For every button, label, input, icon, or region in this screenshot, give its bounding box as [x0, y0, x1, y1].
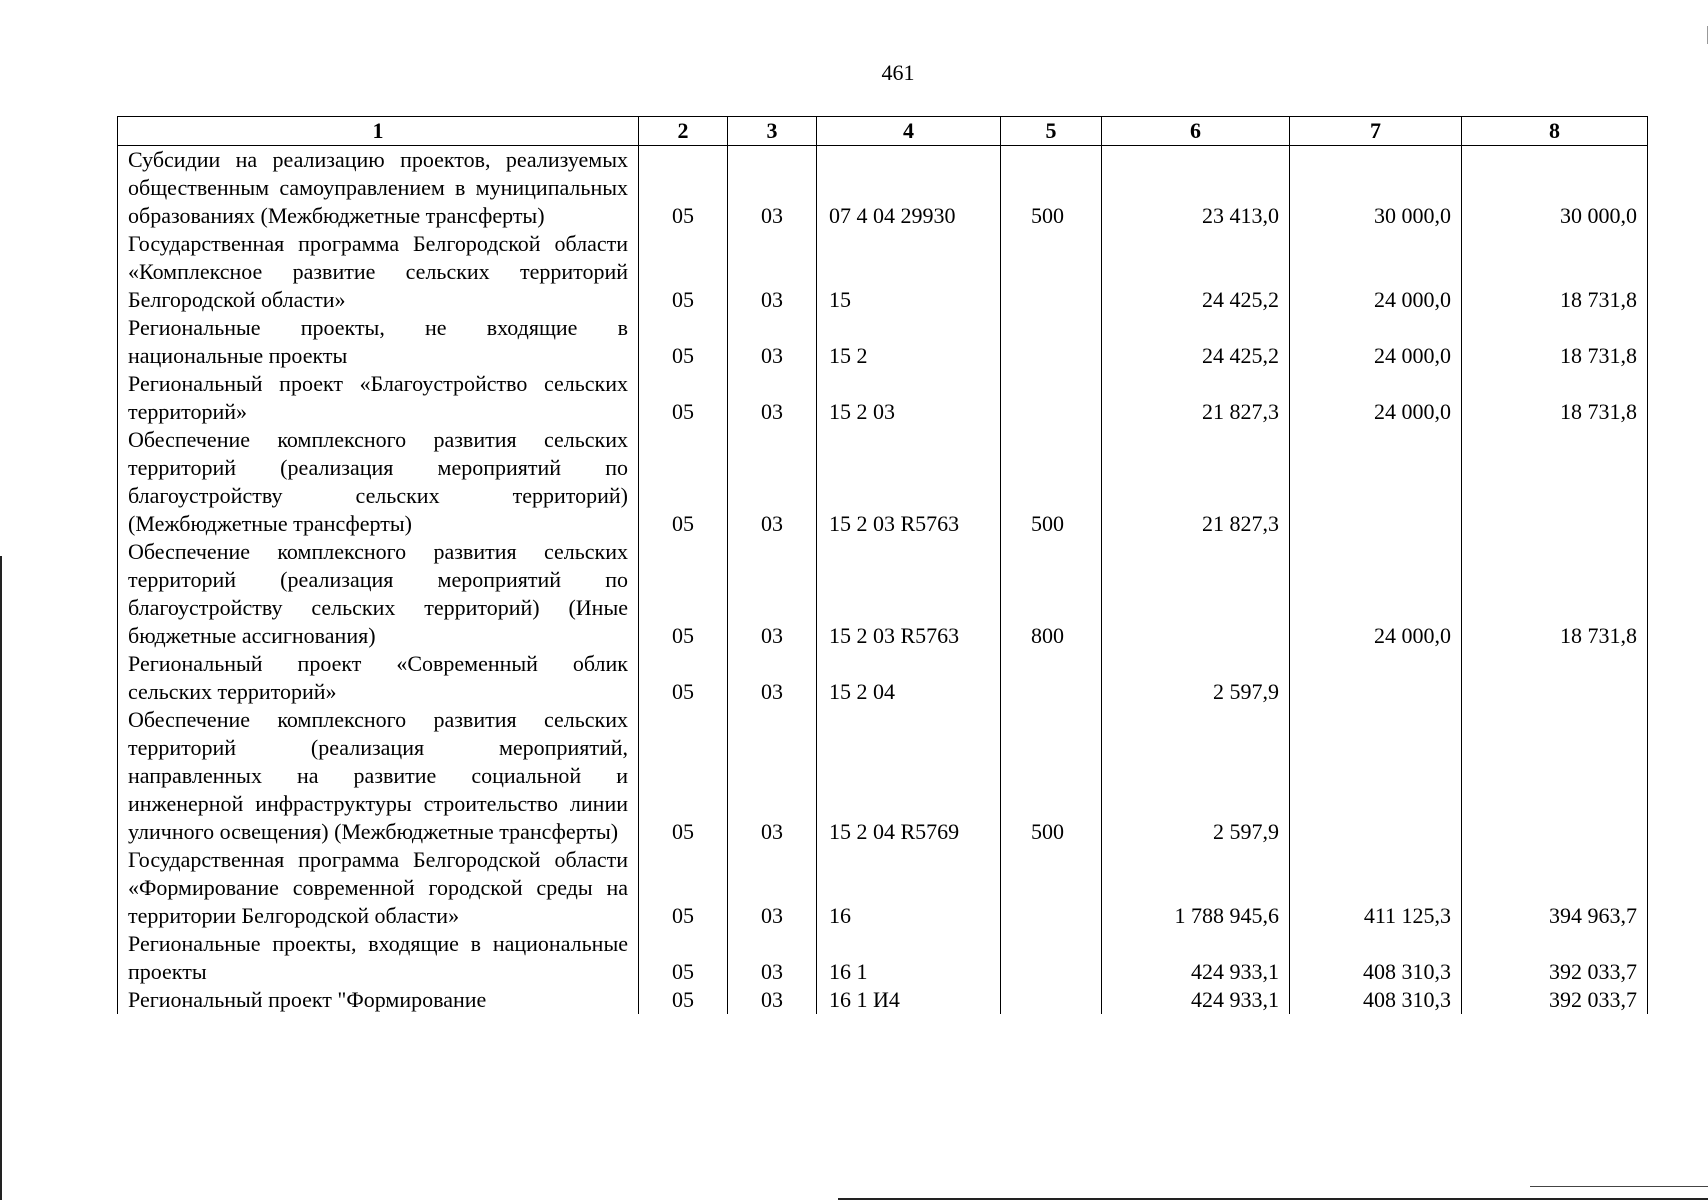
section-code: 05: [639, 370, 728, 426]
table-row: [118, 538, 1648, 650]
amount-col7: [1290, 706, 1462, 846]
table-row: [118, 314, 1648, 370]
expense-type-code: 800: [1001, 538, 1102, 650]
subsection-code: 03: [728, 230, 817, 314]
target-article-code: 15 2 04: [817, 650, 1001, 706]
amount-col8: 18 731,8: [1462, 370, 1648, 426]
amount-col7: 24 000,0: [1290, 230, 1462, 314]
scan-edge-line: [838, 1198, 1708, 1200]
subsection-code: 03: [728, 650, 817, 706]
amount-col6: 23 413,0: [1102, 146, 1290, 231]
amount-col7: [1290, 426, 1462, 538]
scan-edge-line: [0, 556, 2, 1200]
column-header: 6: [1102, 117, 1290, 146]
amount-col8: [1462, 426, 1648, 538]
section-code: 05: [639, 650, 728, 706]
amount-col8: 30 000,0: [1462, 146, 1648, 231]
amount-col7: 408 310,3: [1290, 986, 1462, 1014]
target-article-code: 07 4 04 29930: [817, 146, 1001, 231]
row-name: Региональные проекты, входящие в национальные проекты: [118, 930, 639, 986]
subsection-code: 03: [728, 538, 817, 650]
amount-col8: 18 731,8: [1462, 538, 1648, 650]
row-name: Обеспечение комплексного развития сельских территорий (реализация мероприятий по благоустройству сельских территорий) (Межбюджетные трансферты): [118, 426, 639, 538]
target-article-code: 15 2 03 R5763: [817, 538, 1001, 650]
amount-col7: 408 310,3: [1290, 930, 1462, 986]
subsection-code: 03: [728, 986, 817, 1014]
amount-col8: [1462, 650, 1648, 706]
amount-col6: 2 597,9: [1102, 706, 1290, 846]
section-code: 05: [639, 986, 728, 1014]
target-article-code: 16 1: [817, 930, 1001, 986]
table-row: [118, 706, 1648, 846]
column-header: 5: [1001, 117, 1102, 146]
amount-col7: [1290, 650, 1462, 706]
scan-edge-line: [1530, 1186, 1708, 1187]
amount-col6: 1 788 945,6: [1102, 846, 1290, 930]
page-number: 461: [881, 60, 915, 85]
amount-col8: 18 731,8: [1462, 314, 1648, 370]
row-name: Государственная программа Белгородской области «Формирование современной городской среды на территории Белгородской области»: [118, 846, 639, 930]
row-name: Региональный проект "Формирование: [118, 986, 639, 1014]
target-article-code: 15 2 04 R5769: [817, 706, 1001, 846]
target-article-code: 15 2: [817, 314, 1001, 370]
amount-col8: 392 033,7: [1462, 986, 1648, 1014]
row-name: Субсидии на реализацию проектов, реализуемых общественным самоуправлением в муниципальных образованиях (Межбюджетные трансферты): [118, 146, 639, 231]
table-row: [118, 986, 1648, 1014]
subsection-code: 03: [728, 146, 817, 231]
expense-type-code: 500: [1001, 426, 1102, 538]
target-article-code: 15 2 03 R5763: [817, 426, 1001, 538]
expense-type-code: [1001, 846, 1102, 930]
expense-type-code: [1001, 314, 1102, 370]
table-row: [118, 230, 1648, 314]
table-row: [118, 370, 1648, 426]
subsection-code: 03: [728, 370, 817, 426]
row-name: Обеспечение комплексного развития сельских территорий (реализация мероприятий по благоустройству сельских территорий) (Иные бюджетные ассигнования): [118, 538, 639, 650]
amount-col6: 424 933,1: [1102, 986, 1290, 1014]
row-name: Региональный проект «Современный облик сельских территорий»: [118, 650, 639, 706]
amount-col8: 18 731,8: [1462, 230, 1648, 314]
amount-col6: 24 425,2: [1102, 314, 1290, 370]
expense-type-code: [1001, 230, 1102, 314]
table-row: [118, 426, 1648, 538]
subsection-code: 03: [728, 706, 817, 846]
amount-col6: 21 827,3: [1102, 426, 1290, 538]
expense-type-code: 500: [1001, 706, 1102, 846]
amount-col6: 424 933,1: [1102, 930, 1290, 986]
section-code: 05: [639, 146, 728, 231]
column-header: 2: [639, 117, 728, 146]
section-code: 05: [639, 538, 728, 650]
amount-col6: 21 827,3: [1102, 370, 1290, 426]
amount-col6: 2 597,9: [1102, 650, 1290, 706]
expense-type-code: 500: [1001, 146, 1102, 231]
amount-col7: 24 000,0: [1290, 314, 1462, 370]
table-row: [118, 146, 1648, 231]
subsection-code: 03: [728, 846, 817, 930]
amount-col8: 392 033,7: [1462, 930, 1648, 986]
table-row: [118, 846, 1648, 930]
section-code: 05: [639, 230, 728, 314]
row-name: Региональные проекты, не входящие в национальные проекты: [118, 314, 639, 370]
target-article-code: 16 1 И4: [817, 986, 1001, 1014]
column-header: 3: [728, 117, 817, 146]
amount-col7: 30 000,0: [1290, 146, 1462, 231]
expense-type-code: [1001, 930, 1102, 986]
target-article-code: 15: [817, 230, 1001, 314]
row-name: Региональный проект «Благоустройство сельских территорий»: [118, 370, 639, 426]
expense-type-code: [1001, 370, 1102, 426]
column-header: 7: [1290, 117, 1462, 146]
section-code: 05: [639, 426, 728, 538]
expense-type-code: [1001, 986, 1102, 1014]
section-code: 05: [639, 314, 728, 370]
amount-col8: [1462, 706, 1648, 846]
expense-type-code: [1001, 650, 1102, 706]
subsection-code: 03: [728, 426, 817, 538]
section-code: 05: [639, 846, 728, 930]
amount-col7: 24 000,0: [1290, 538, 1462, 650]
target-article-code: 16: [817, 846, 1001, 930]
column-header: 4: [817, 117, 1001, 146]
row-name: Обеспечение комплексного развития сельских территорий (реализация мероприятий, направленных на развитие социальной и инженерной инфраструктуры строительство линии уличного освещения) (Межбюджетные трансферты): [118, 706, 639, 846]
table-row: [118, 930, 1648, 986]
target-article-code: 15 2 03: [817, 370, 1001, 426]
subsection-code: 03: [728, 930, 817, 986]
amount-col7: 411 125,3: [1290, 846, 1462, 930]
header-row: [118, 117, 1648, 146]
section-code: 05: [639, 930, 728, 986]
amount-col6: 24 425,2: [1102, 230, 1290, 314]
column-header: 1: [118, 117, 639, 146]
table-row: [118, 650, 1648, 706]
section-code: 05: [639, 706, 728, 846]
amount-col7: 24 000,0: [1290, 370, 1462, 426]
amount-col6: [1102, 538, 1290, 650]
subsection-code: 03: [728, 314, 817, 370]
budget-table: [117, 116, 1648, 1014]
amount-col8: 394 963,7: [1462, 846, 1648, 930]
column-header: 8: [1462, 117, 1648, 146]
row-name: Государственная программа Белгородской области «Комплексное развитие сельских территорий Белгородской области»: [118, 230, 639, 314]
